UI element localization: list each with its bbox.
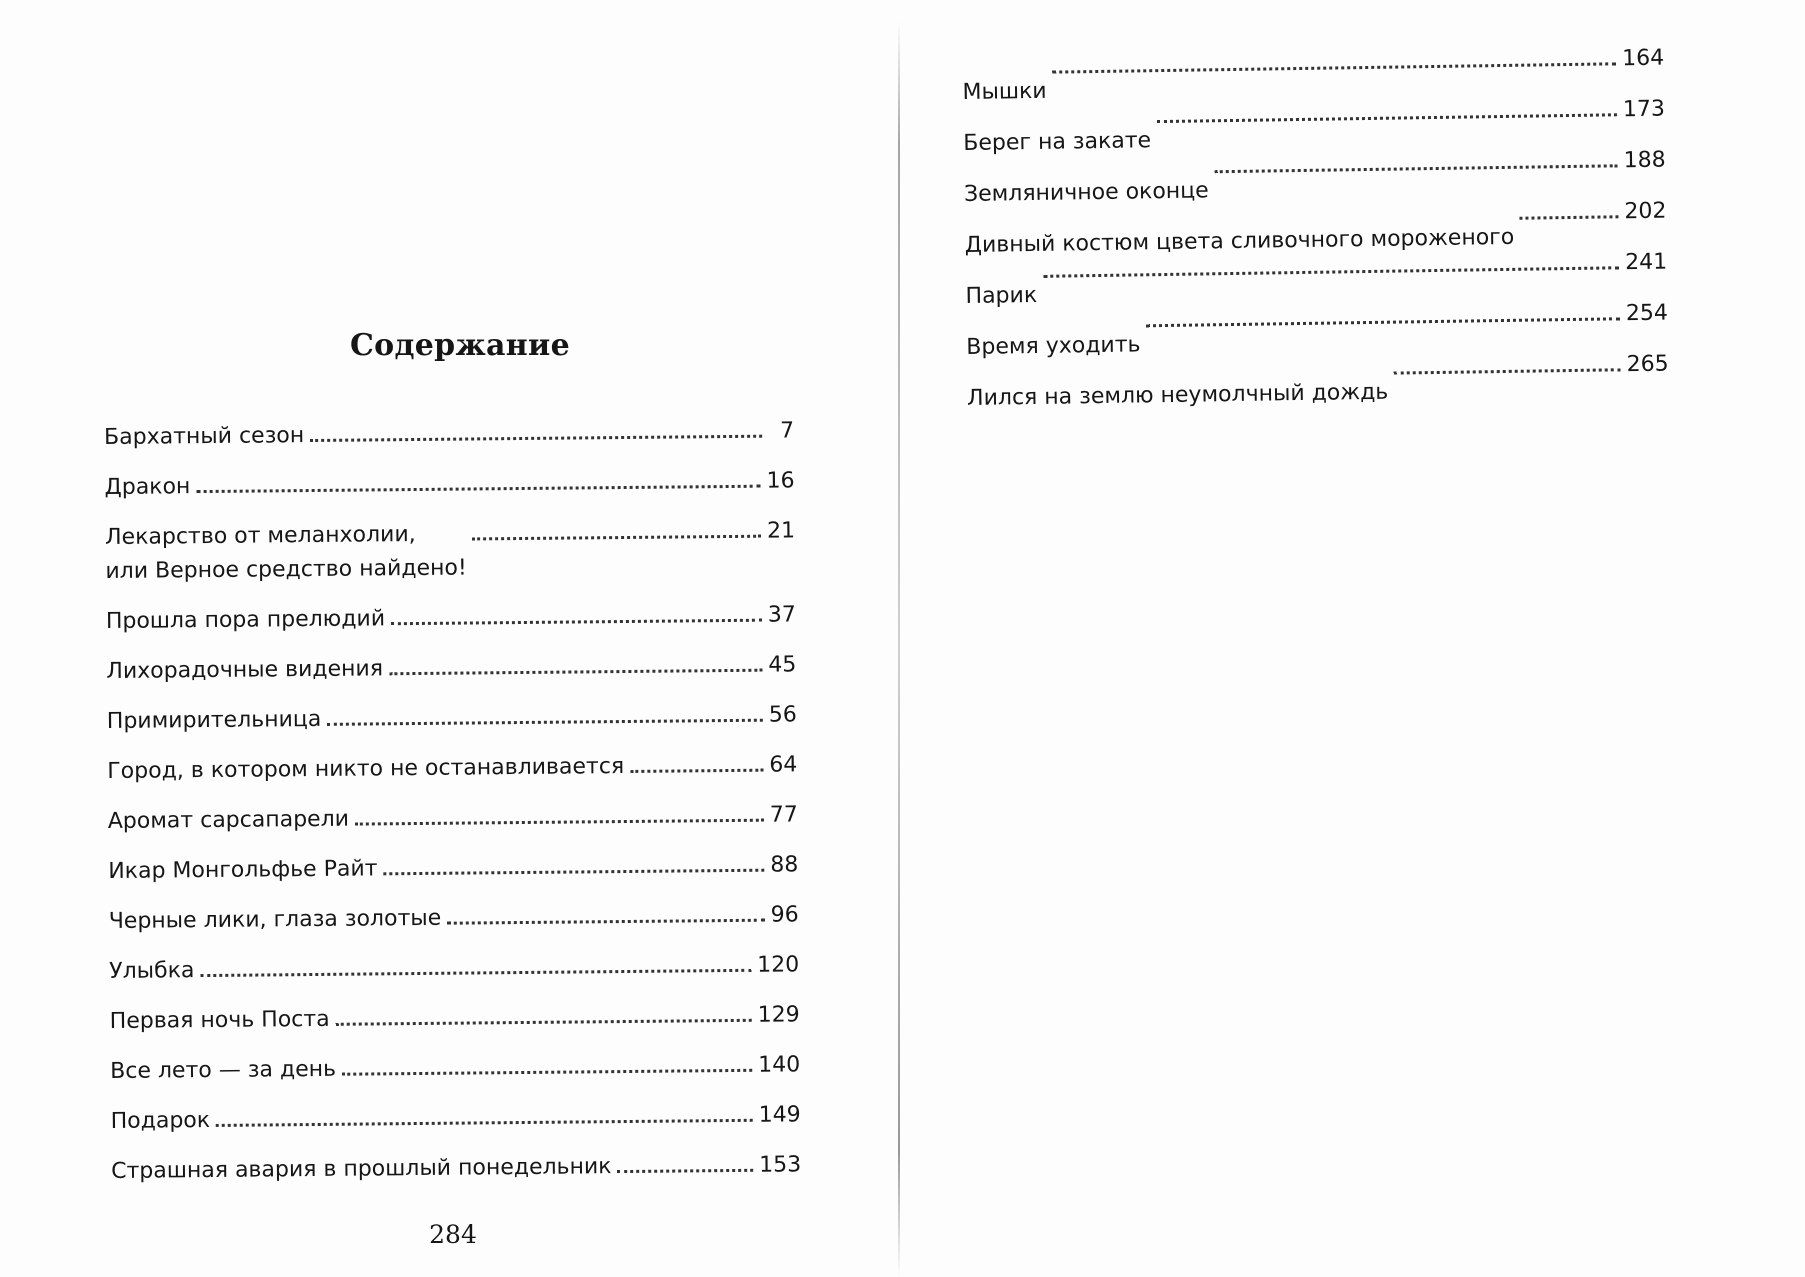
toc-entry-page: 202 (1624, 198, 1667, 225)
toc-entry-title: Примирительница (106, 706, 322, 734)
toc-entry-title: Город, в котором никто не останавливается (107, 754, 625, 784)
toc-entry-page: 149 (758, 1102, 801, 1128)
dot-leader (310, 435, 762, 442)
toc-entry-title: Подарок (110, 1108, 211, 1134)
toc-entry[interactable] (963, 96, 1666, 156)
toc-entry-page: 188 (1623, 147, 1666, 174)
toc-entry-title: Бархатный сезон (104, 423, 305, 450)
toc-entry-title: Страшная авария в прошлый понедельник (111, 1154, 612, 1184)
dot-leader (216, 1119, 753, 1127)
toc-entry[interactable] (107, 752, 797, 785)
toc-entry[interactable] (111, 1102, 801, 1135)
toc-entry-title-line-2: или Верное средство найдено! (105, 555, 467, 584)
toc-entry[interactable] (104, 468, 794, 501)
toc-entry-page: 254 (1625, 300, 1669, 327)
toc-entry[interactable] (105, 518, 796, 585)
toc-entry-page: 129 (757, 1002, 800, 1028)
toc-entry-title: Лился на землю неумолчный дождь (966, 379, 1389, 411)
toc-entry[interactable] (109, 902, 799, 935)
toc-entry-title: Аромат сарсапарели (107, 806, 350, 834)
toc-entry[interactable] (108, 802, 798, 835)
dot-leader (342, 1069, 752, 1076)
toc-entry-title: Парик (965, 282, 1038, 309)
toc-entry-page: 37 (767, 602, 796, 628)
toc-entry-page: 45 (768, 652, 797, 678)
dot-leader (1146, 317, 1620, 327)
dot-leader (1052, 62, 1616, 73)
dot-leader (1214, 164, 1617, 173)
dot-leader (1394, 368, 1621, 374)
dot-leader (630, 769, 763, 773)
toc-entry-page: 164 (1621, 45, 1665, 72)
toc-entry[interactable] (108, 852, 798, 885)
toc-list-right (962, 46, 1669, 413)
toc-entry[interactable] (110, 1052, 800, 1085)
toc-entry[interactable] (966, 300, 1669, 360)
toc-entry-page: 140 (758, 1052, 801, 1078)
toc-entry-page: 88 (770, 852, 799, 878)
toc-entry-title: Икар Монгольфье Райт (108, 856, 378, 884)
toc-title: Содержание (350, 328, 570, 363)
toc-entry-title: Первая ночь Поста (109, 1006, 330, 1034)
toc-entry-page: 21 (766, 518, 796, 544)
toc-entry-title: Лихорадочные видения (106, 656, 384, 684)
toc-entry[interactable] (109, 952, 799, 985)
toc-entry-page: 241 (1624, 249, 1668, 276)
toc-entry-page: 56 (768, 702, 797, 728)
toc-entry-title: Время уходить (966, 332, 1141, 360)
toc-entry-title: Мышки (962, 78, 1047, 105)
toc-entry-page: 120 (757, 952, 800, 978)
toc-entry-page: 16 (766, 468, 795, 494)
toc-entry[interactable] (106, 602, 796, 635)
dot-leader (447, 919, 765, 925)
toc-entry-title: Земляничное оконце (963, 178, 1209, 207)
left-page (0, 0, 898, 1277)
toc-entry[interactable] (111, 1152, 801, 1185)
toc-entry-page: 153 (759, 1152, 802, 1178)
toc-entry-title: Дракон (104, 474, 191, 500)
dot-leader (384, 869, 765, 876)
toc-entry-page: 7 (779, 418, 795, 444)
toc-entry-page: 173 (1622, 96, 1666, 123)
toc-entry-title (105, 522, 467, 585)
toc-entry-title: Прошла пора прелюдий (105, 606, 386, 634)
toc-entry-title: Дивный костюм цвета сливочного мороженого (964, 224, 1515, 258)
dot-leader (472, 535, 761, 541)
dot-leader (1157, 113, 1617, 123)
dot-leader (196, 485, 760, 493)
dot-leader (336, 1019, 752, 1026)
toc-entry-page: 265 (1626, 351, 1669, 378)
toc-entry-page: 64 (769, 752, 798, 778)
toc-entry-title: Черные лики, глаза золотые (108, 905, 442, 934)
toc-entry-title-line-1: Лекарство от меланхолии, (104, 522, 416, 550)
toc-entry-page: 96 (770, 902, 799, 928)
toc-entry-title: Все лето — за день (110, 1056, 337, 1084)
dot-leader (1520, 215, 1619, 219)
dot-leader (1043, 266, 1619, 278)
dot-leader (389, 669, 762, 676)
toc-entry[interactable] (104, 418, 794, 451)
page-number: 284 (429, 1220, 477, 1249)
toc-entry-title: Улыбка (109, 958, 195, 984)
toc-entry[interactable] (106, 652, 796, 685)
dot-leader (391, 619, 762, 626)
dot-leader (355, 819, 764, 826)
toc-entry-page: 77 (769, 802, 798, 828)
toc-list-left (104, 418, 801, 1209)
toc-entry[interactable] (110, 1002, 800, 1035)
toc-entry[interactable] (107, 702, 797, 735)
dot-leader (618, 1169, 754, 1173)
toc-entry-title: Берег на закате (963, 128, 1152, 156)
dot-leader (327, 719, 763, 726)
dot-leader (200, 969, 751, 977)
